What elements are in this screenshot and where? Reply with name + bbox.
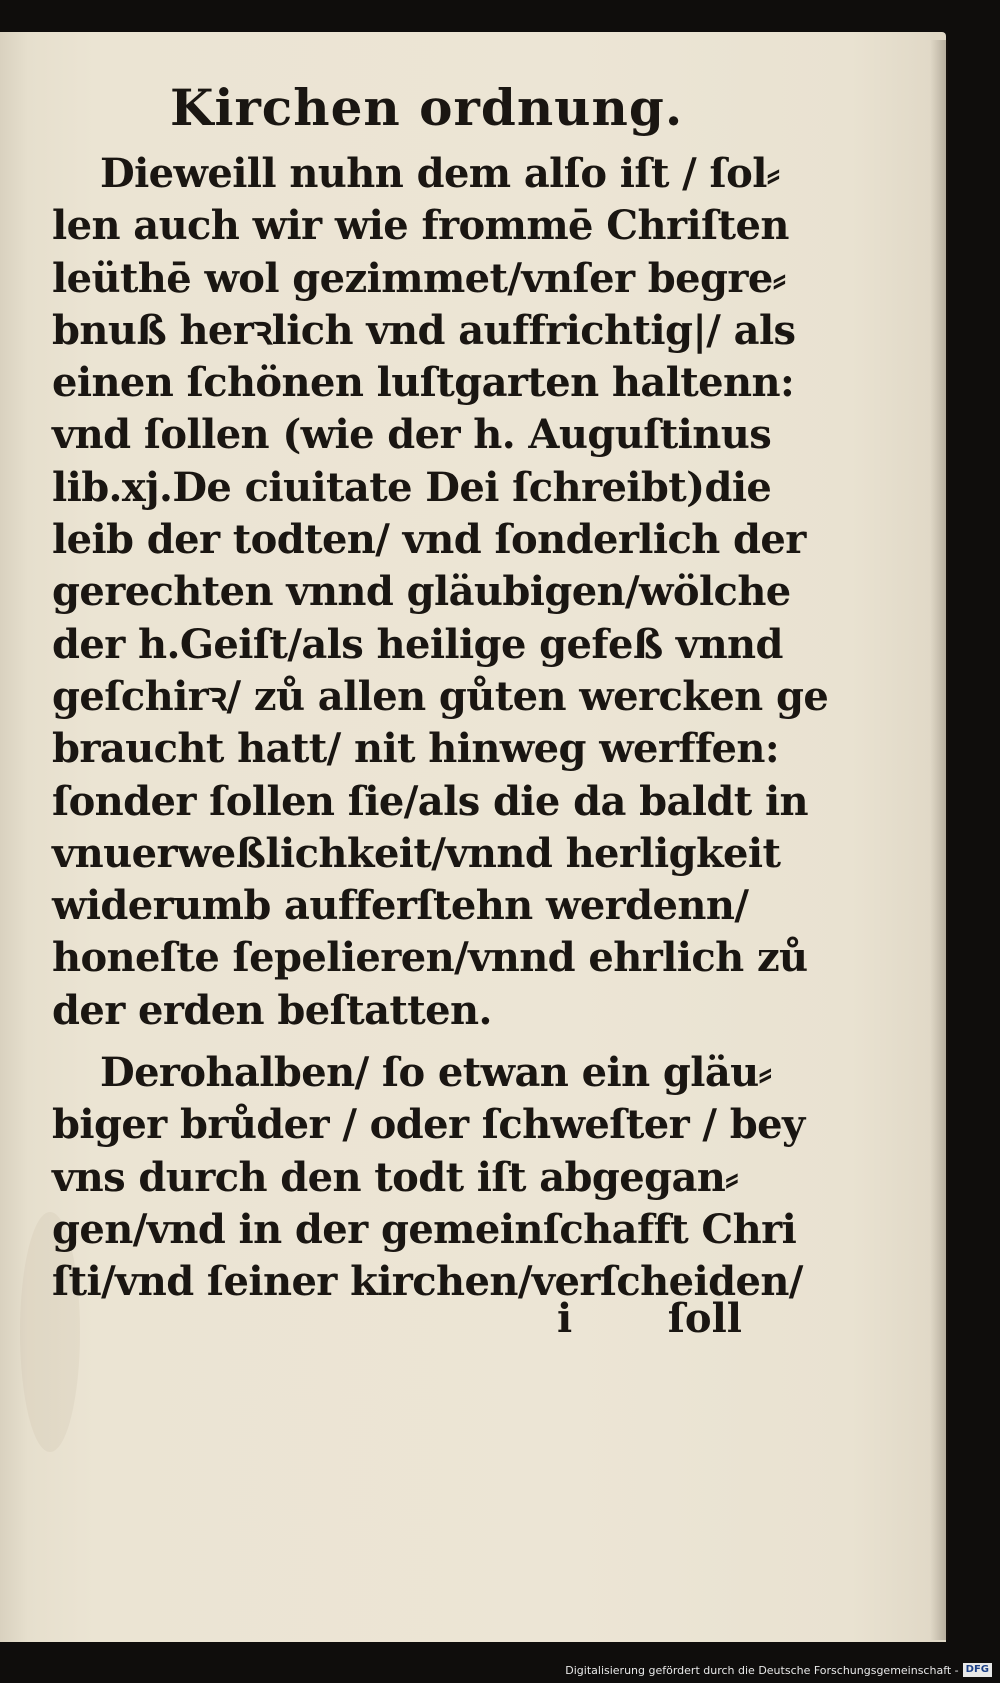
text-line: vns durch den todt iſt abgegan⸗ [52, 1153, 739, 1201]
signature-row [52, 1295, 752, 1351]
signature-mark: i [557, 1295, 573, 1342]
text-line: honeſte ſepelieren/vnnd ehrlich zů [52, 934, 808, 982]
running-head: Kirchen ordnung. [170, 78, 684, 137]
text-line: vnuerweßlichkeit/vnnd herligkeit [52, 829, 781, 877]
text-line: ſonder ſollen ſie/als die da baldt in [52, 777, 809, 825]
text-line: bnuß herꝛlich vnd auffrichtig|/ als [52, 306, 796, 354]
page-edge-shadow [930, 40, 948, 1640]
text-line: lib.xj.De ciuitate Dei ſchreibt)die [52, 463, 772, 511]
text-line: leib der todten/ vnd ſonderlich der [52, 516, 806, 564]
dfg-logo-icon: DFG [963, 1663, 992, 1677]
text-line: vnd ſollen (wie der h. Auguſtinus [52, 411, 772, 459]
text-line: Derohalben/ ſo etwan ein gläu⸗ [100, 1049, 772, 1097]
text-line: braucht hatt/ nit hinweg werffen: [52, 725, 780, 773]
text-line: geſchirꝛ/ zů allen gůten wercken ge [52, 672, 829, 720]
catchword: ſoll [667, 1295, 742, 1342]
text-line: gen/vnd in der gemeinſchafft Chri [52, 1205, 797, 1253]
text-line: len auch wir wie frommē Chriſten [52, 202, 789, 250]
text-line: einen ſchönen luſtgarten haltenn: [52, 359, 795, 407]
text-line: Dieweill nuhn dem alſo iſt / ſol⸗ [100, 150, 780, 197]
text-line: ſti/vnd ſeiner kirchen/verſcheiden/ [52, 1258, 803, 1306]
text-line: widerumb aufferſtehn werdenn/ [52, 882, 749, 930]
text-line: der h.Geiſt/als heilige gefeß vnnd [52, 620, 783, 668]
text-block [52, 148, 829, 1309]
text-line: leüthē wol gezimmet/vnſer begre⸗ [52, 254, 786, 302]
text-line: der erden beſtatten. [52, 986, 492, 1034]
text-line: gerechten vnnd gläubigen/wölche [52, 568, 791, 616]
funding-credit [565, 1663, 992, 1677]
text-line: biger brůder / oder ſchweſter / bey [52, 1101, 805, 1149]
credit-text: Digitalisierung gefördert durch die Deutsche Forschungsgemeinschaft - [565, 1663, 959, 1677]
